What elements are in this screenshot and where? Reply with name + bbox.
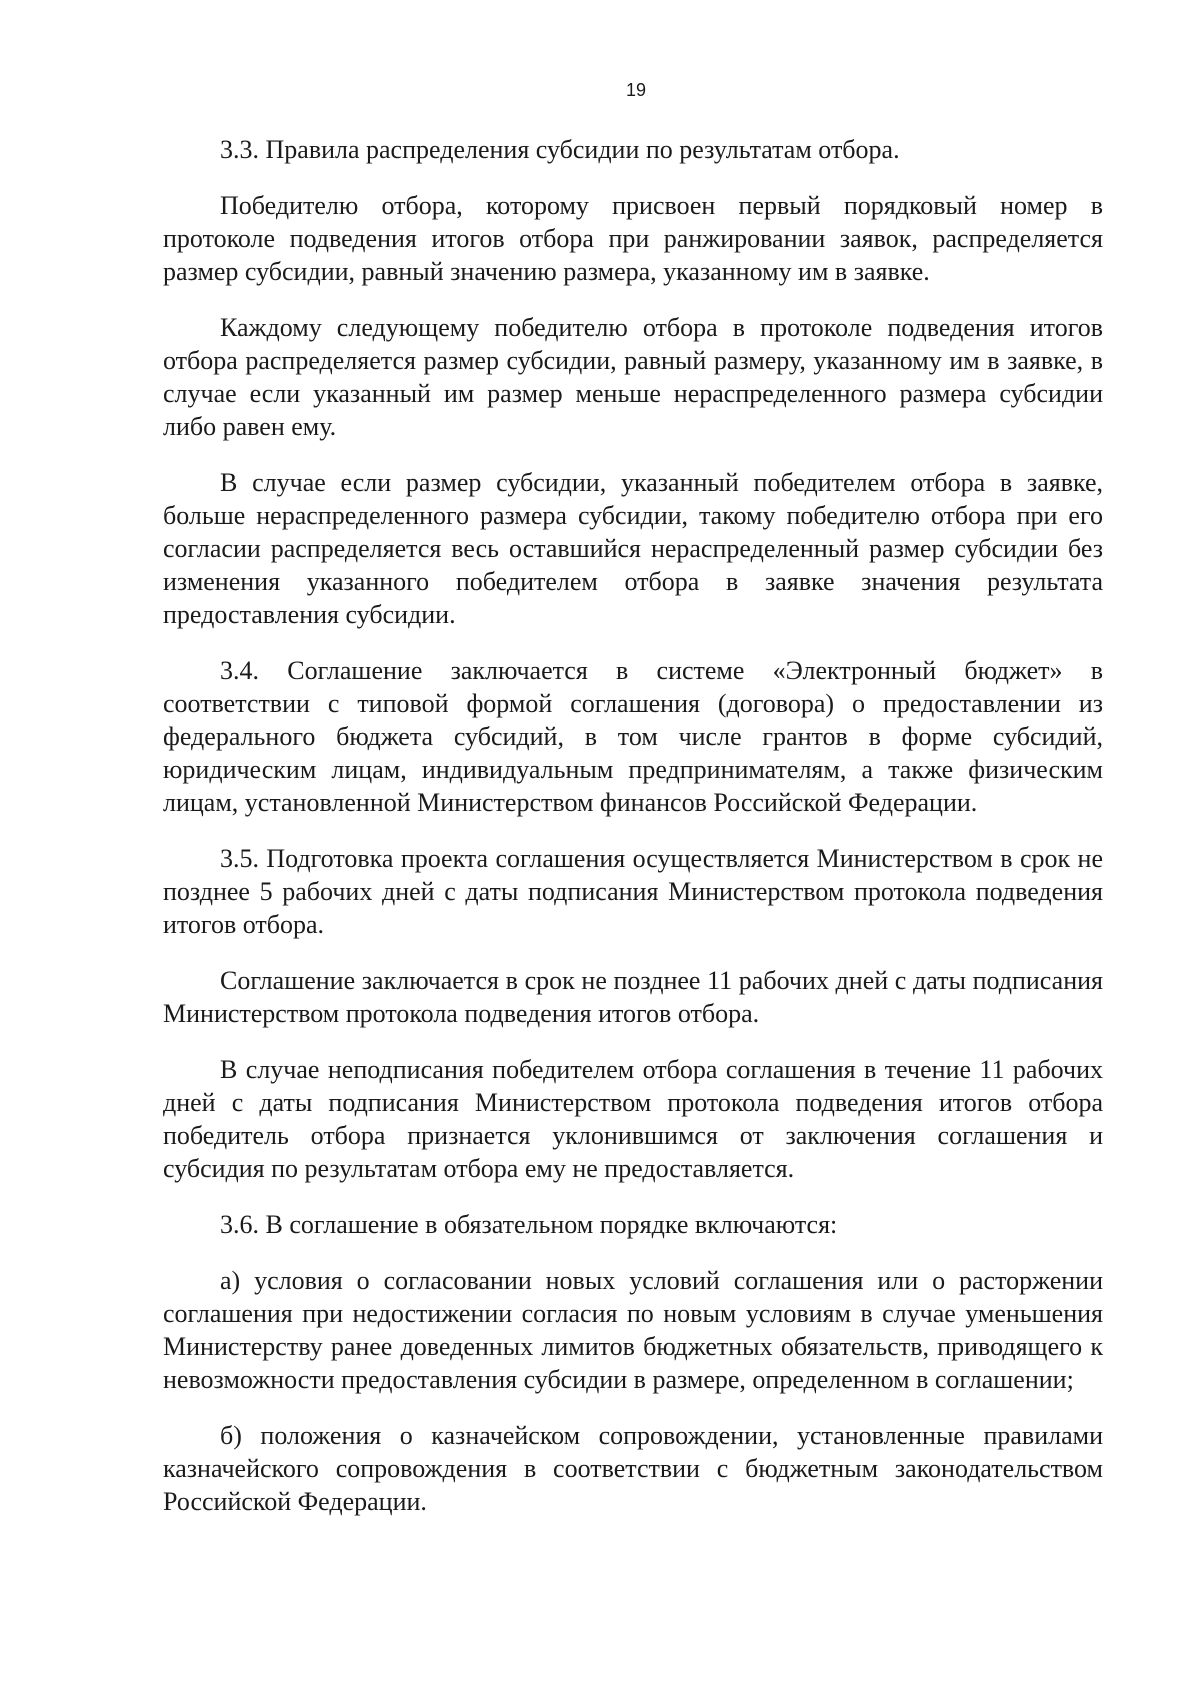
document-body: [163, 133, 1103, 1518]
paragraph-non-signing: В случае неподписания победителем отбора соглашения в течение 11 рабочих дней с даты подписания Министерством протокола подведения итогов отбора победитель отбора признается уклонившимся от заключения соглашения и субсидия по результатам отбора ему не предоставляется.: [163, 1055, 1103, 1183]
section-3-6-heading: 3.6. В соглашение в обязательном порядке включаются:: [220, 1210, 838, 1239]
list-item-b: б) положения о казначейском сопровождении, установленные правилами казначейского сопровождения в соответствии с бюджетным законодательством Российской Федерации.: [163, 1421, 1103, 1516]
section-3-3-heading: 3.3. Правила распределения субсидии по результатам отбора.: [220, 135, 900, 164]
paragraph-next-winner: Каждому следующему победителю отбора в протоколе подведения итогов отбора распределяется размер субсидии, равный размеру, указанному им в заявке, в случае если указанный им размер меньше нераспределенного размера субсидии либо равен ему.: [163, 313, 1103, 441]
paragraph-agreement-deadline: Соглашение заключается в срок не позднее 11 рабочих дней с даты подписания Министерством протокола подведения итогов отбора.: [163, 966, 1103, 1028]
list-item-a: а) условия о согласовании новых условий соглашения или о расторжении соглашения при недостижении согласия по новым условиям в случае уменьшения Министерству ранее доведенных лимитов бюджетных обязательств, приводящего к невозможности предоставления субсидии в размере, определенном в соглашении;: [163, 1266, 1103, 1394]
paragraph-first-winner: Победителю отбора, которому присвоен первый порядковый номер в протоколе подведения итогов отбора при ранжировании заявок, распределяется размер субсидии, равный значению размера, указанному им в заявке.: [163, 191, 1103, 286]
paragraph-larger-request: В случае если размер субсидии, указанный победителем отбора в заявке, больше нераспределенного размера субсидии, такому победителю отбора при его согласии распределяется весь оставшийся нераспределенный размер субсидии без изменения указанного победителем отбора в заявке значения результата предоставления субсидии.: [163, 468, 1103, 629]
page-number: 19: [625, 80, 647, 100]
section-3-4-paragraph: 3.4. Соглашение заключается в системе «Электронный бюджет» в соответствии с типовой формой соглашения (договора) о предоставлении из федерального бюджета субсидий, в том числе грантов в форме субсидий, юридическим лицам, индивидуальным предпринимателям, а также физическим лицам, установленной Министерством финансов Российской Федерации.: [163, 656, 1103, 817]
section-3-5-paragraph: 3.5. Подготовка проекта соглашения осуществляется Министерством в срок не позднее 5 рабочих дней с даты подписания Министерством протокола подведения итогов отбора.: [163, 844, 1103, 939]
